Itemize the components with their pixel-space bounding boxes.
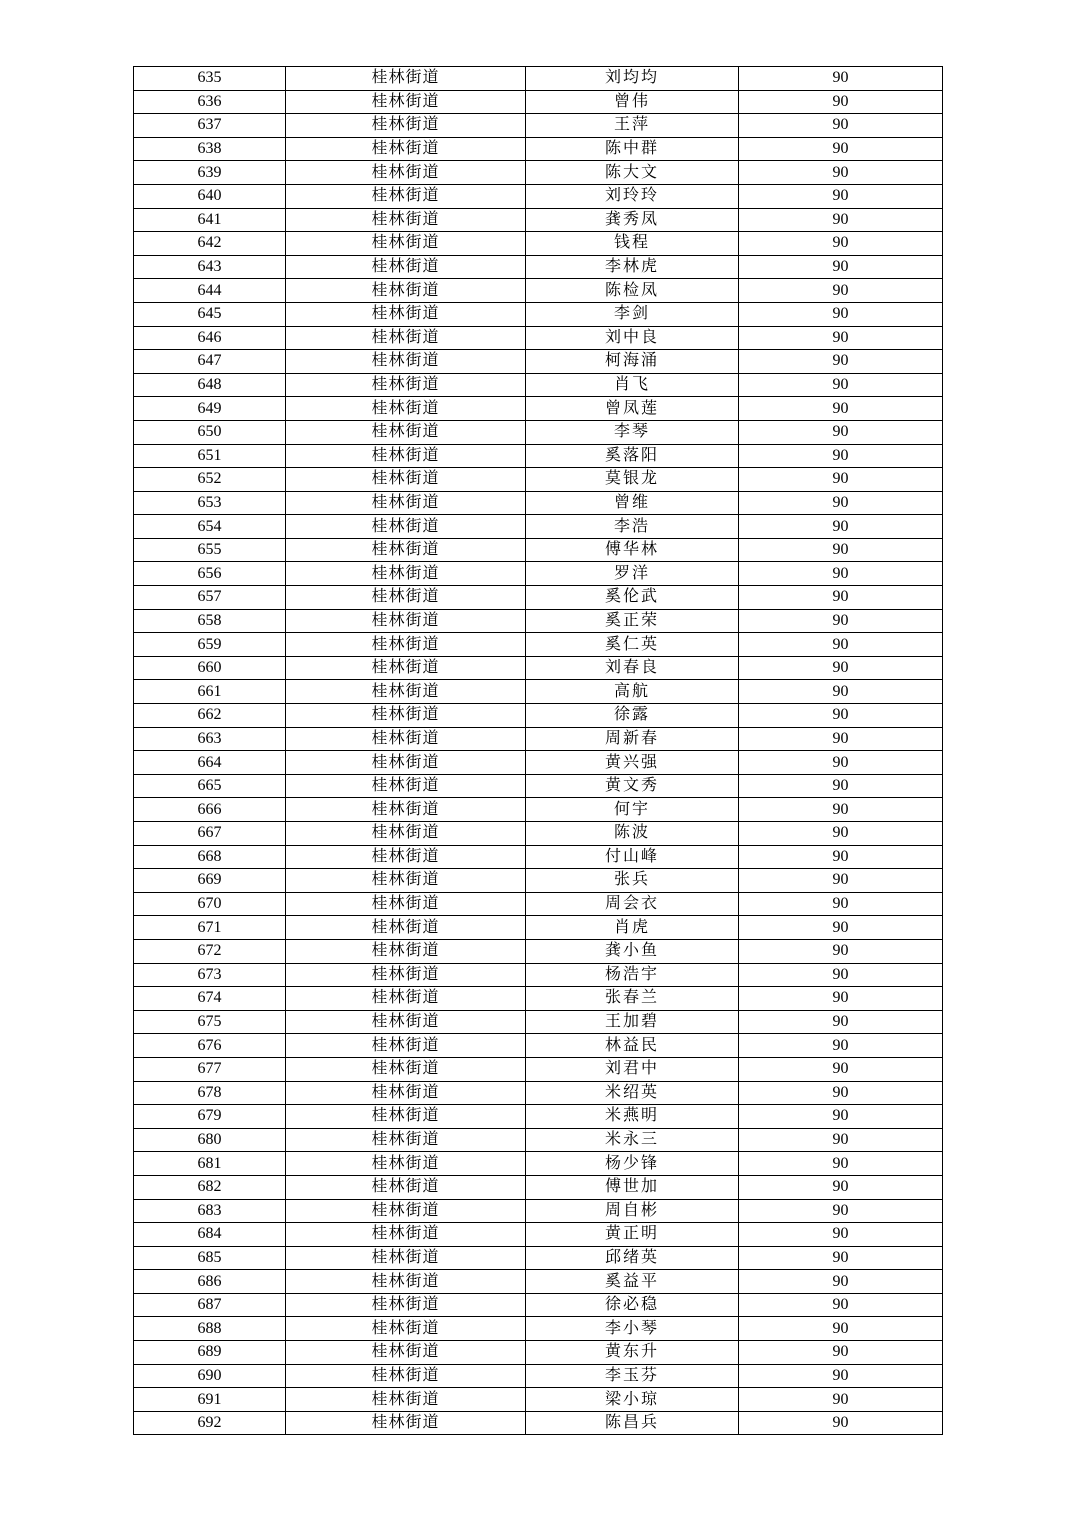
table-row [134,1128,943,1152]
row-number-cell: 680 [134,1128,286,1152]
row-number-cell: 651 [134,444,286,468]
row-number-cell: 658 [134,609,286,633]
score-cell: 90 [739,137,943,161]
table-row [134,255,943,279]
row-number-cell: 664 [134,751,286,775]
score-cell: 90 [739,1128,943,1152]
row-number-cell: 689 [134,1341,286,1365]
score-cell: 90 [739,1317,943,1341]
score-cell: 90 [739,1293,943,1317]
score-cell: 90 [739,491,943,515]
table-row [134,208,943,232]
score-cell: 90 [739,1223,943,1247]
score-cell: 90 [739,444,943,468]
score-cell: 90 [739,161,943,185]
score-cell: 90 [739,373,943,397]
person-name-cell: 李浩 [526,515,739,539]
table-row [134,1175,943,1199]
street-cell: 桂林街道 [286,751,526,775]
row-number-cell: 674 [134,987,286,1011]
table-row [134,232,943,256]
person-name-cell: 肖飞 [526,373,739,397]
person-name-cell: 米燕明 [526,1105,739,1129]
row-number-cell: 686 [134,1270,286,1294]
person-name-cell: 李琴 [526,420,739,444]
street-cell: 桂林街道 [286,1010,526,1034]
score-cell: 90 [739,279,943,303]
row-number-cell: 654 [134,515,286,539]
table-row [134,279,943,303]
street-cell: 桂林街道 [286,1034,526,1058]
street-cell: 桂林街道 [286,326,526,350]
score-cell: 90 [739,515,943,539]
score-cell: 90 [739,1152,943,1176]
score-cell: 90 [739,1341,943,1365]
street-cell: 桂林街道 [286,90,526,114]
street-cell: 桂林街道 [286,1341,526,1365]
street-cell: 桂林街道 [286,704,526,728]
street-cell: 桂林街道 [286,939,526,963]
person-name-cell: 陈检凤 [526,279,739,303]
street-cell: 桂林街道 [286,397,526,421]
row-number-cell: 666 [134,798,286,822]
row-number-cell: 692 [134,1411,286,1435]
row-number-cell: 670 [134,892,286,916]
person-name-cell: 刘均均 [526,67,739,91]
row-number-cell: 653 [134,491,286,515]
person-name-cell: 杨少锋 [526,1152,739,1176]
row-number-cell: 669 [134,869,286,893]
score-cell: 90 [739,208,943,232]
street-cell: 桂林街道 [286,1223,526,1247]
person-name-cell: 傅世加 [526,1175,739,1199]
person-name-cell: 黄文秀 [526,774,739,798]
street-cell: 桂林街道 [286,67,526,91]
person-name-cell: 李小琴 [526,1317,739,1341]
score-cell: 90 [739,1175,943,1199]
roster-table-body [134,67,943,1435]
street-cell: 桂林街道 [286,1270,526,1294]
person-name-cell: 刘玲玲 [526,184,739,208]
person-name-cell: 李玉芬 [526,1364,739,1388]
person-name-cell: 龚秀凤 [526,208,739,232]
table-row [134,397,943,421]
score-cell: 90 [739,1270,943,1294]
person-name-cell: 刘春良 [526,656,739,680]
street-cell: 桂林街道 [286,279,526,303]
row-number-cell: 652 [134,468,286,492]
row-number-cell: 659 [134,633,286,657]
score-cell: 90 [739,704,943,728]
table-row [134,444,943,468]
table-row [134,137,943,161]
score-cell: 90 [739,1199,943,1223]
score-cell: 90 [739,963,943,987]
row-number-cell: 675 [134,1010,286,1034]
table-row [134,987,943,1011]
person-name-cell: 张兵 [526,869,739,893]
score-cell: 90 [739,326,943,350]
row-number-cell: 672 [134,939,286,963]
person-name-cell: 罗洋 [526,562,739,586]
row-number-cell: 656 [134,562,286,586]
row-number-cell: 671 [134,916,286,940]
row-number-cell: 639 [134,161,286,185]
table-row [134,916,943,940]
person-name-cell: 奚益平 [526,1270,739,1294]
score-cell: 90 [739,1057,943,1081]
table-row [134,420,943,444]
score-cell: 90 [739,67,943,91]
row-number-cell: 687 [134,1293,286,1317]
row-number-cell: 690 [134,1364,286,1388]
roster-table [133,66,943,1435]
table-row [134,680,943,704]
row-number-cell: 682 [134,1175,286,1199]
score-cell: 90 [739,1105,943,1129]
table-row [134,1270,943,1294]
street-cell: 桂林街道 [286,444,526,468]
row-number-cell: 644 [134,279,286,303]
table-row [134,161,943,185]
row-number-cell: 660 [134,656,286,680]
person-name-cell: 邱绪英 [526,1246,739,1270]
score-cell: 90 [739,350,943,374]
street-cell: 桂林街道 [286,656,526,680]
person-name-cell: 曾伟 [526,90,739,114]
score-cell: 90 [739,420,943,444]
person-name-cell: 梁小琼 [526,1388,739,1412]
score-cell: 90 [739,633,943,657]
score-cell: 90 [739,869,943,893]
row-number-cell: 638 [134,137,286,161]
street-cell: 桂林街道 [286,208,526,232]
person-name-cell: 李林虎 [526,255,739,279]
table-row [134,1223,943,1247]
person-name-cell: 钱程 [526,232,739,256]
score-cell: 90 [739,302,943,326]
person-name-cell: 肖虎 [526,916,739,940]
row-number-cell: 685 [134,1246,286,1270]
person-name-cell: 何宇 [526,798,739,822]
table-row [134,491,943,515]
person-name-cell: 林益民 [526,1034,739,1058]
table-row [134,845,943,869]
row-number-cell: 637 [134,114,286,138]
row-number-cell: 678 [134,1081,286,1105]
score-cell: 90 [739,1388,943,1412]
person-name-cell: 奚仁英 [526,633,739,657]
row-number-cell: 646 [134,326,286,350]
table-row [134,727,943,751]
row-number-cell: 648 [134,373,286,397]
street-cell: 桂林街道 [286,774,526,798]
row-number-cell: 645 [134,302,286,326]
row-number-cell: 663 [134,727,286,751]
person-name-cell: 奚落阳 [526,444,739,468]
person-name-cell: 米永三 [526,1128,739,1152]
street-cell: 桂林街道 [286,515,526,539]
street-cell: 桂林街道 [286,538,526,562]
person-name-cell: 曾凤莲 [526,397,739,421]
score-cell: 90 [739,468,943,492]
table-row [134,822,943,846]
person-name-cell: 黄东升 [526,1341,739,1365]
row-number-cell: 668 [134,845,286,869]
street-cell: 桂林街道 [286,892,526,916]
table-row [134,562,943,586]
person-name-cell: 陈大文 [526,161,739,185]
score-cell: 90 [739,751,943,775]
street-cell: 桂林街道 [286,420,526,444]
row-number-cell: 635 [134,67,286,91]
person-name-cell: 李剑 [526,302,739,326]
row-number-cell: 681 [134,1152,286,1176]
row-number-cell: 679 [134,1105,286,1129]
street-cell: 桂林街道 [286,1128,526,1152]
score-cell: 90 [739,1246,943,1270]
score-cell: 90 [739,774,943,798]
table-row [134,67,943,91]
table-row [134,515,943,539]
person-name-cell: 龚小鱼 [526,939,739,963]
table-row [134,892,943,916]
score-cell: 90 [739,656,943,680]
row-number-cell: 661 [134,680,286,704]
street-cell: 桂林街道 [286,1199,526,1223]
table-row [134,1293,943,1317]
street-cell: 桂林街道 [286,255,526,279]
table-row [134,586,943,610]
person-name-cell: 米绍英 [526,1081,739,1105]
row-number-cell: 683 [134,1199,286,1223]
score-cell: 90 [739,586,943,610]
table-row [134,939,943,963]
table-row [134,1010,943,1034]
score-cell: 90 [739,1081,943,1105]
score-cell: 90 [739,987,943,1011]
street-cell: 桂林街道 [286,1152,526,1176]
score-cell: 90 [739,798,943,822]
table-row [134,656,943,680]
score-cell: 90 [739,680,943,704]
score-cell: 90 [739,939,943,963]
score-cell: 90 [739,397,943,421]
street-cell: 桂林街道 [286,963,526,987]
score-cell: 90 [739,845,943,869]
street-cell: 桂林街道 [286,302,526,326]
street-cell: 桂林街道 [286,1317,526,1341]
street-cell: 桂林街道 [286,1388,526,1412]
person-name-cell: 刘君中 [526,1057,739,1081]
street-cell: 桂林街道 [286,869,526,893]
row-number-cell: 657 [134,586,286,610]
row-number-cell: 647 [134,350,286,374]
person-name-cell: 周自彬 [526,1199,739,1223]
person-name-cell: 黄正明 [526,1223,739,1247]
street-cell: 桂林街道 [286,491,526,515]
table-row [134,302,943,326]
street-cell: 桂林街道 [286,1175,526,1199]
person-name-cell: 傅华林 [526,538,739,562]
table-row [134,869,943,893]
street-cell: 桂林街道 [286,373,526,397]
score-cell: 90 [739,232,943,256]
street-cell: 桂林街道 [286,727,526,751]
street-cell: 桂林街道 [286,1411,526,1435]
person-name-cell: 周新春 [526,727,739,751]
table-row [134,373,943,397]
table-row [134,1034,943,1058]
street-cell: 桂林街道 [286,1293,526,1317]
row-number-cell: 673 [134,963,286,987]
table-row [134,1152,943,1176]
street-cell: 桂林街道 [286,232,526,256]
table-row [134,326,943,350]
street-cell: 桂林街道 [286,609,526,633]
row-number-cell: 688 [134,1317,286,1341]
person-name-cell: 王萍 [526,114,739,138]
table-row [134,798,943,822]
person-name-cell: 陈波 [526,822,739,846]
street-cell: 桂林街道 [286,633,526,657]
row-number-cell: 655 [134,538,286,562]
street-cell: 桂林街道 [286,987,526,1011]
street-cell: 桂林街道 [286,822,526,846]
street-cell: 桂林街道 [286,350,526,374]
street-cell: 桂林街道 [286,1246,526,1270]
street-cell: 桂林街道 [286,1081,526,1105]
street-cell: 桂林街道 [286,562,526,586]
row-number-cell: 691 [134,1388,286,1412]
table-row [134,1364,943,1388]
row-number-cell: 640 [134,184,286,208]
person-name-cell: 黄兴强 [526,751,739,775]
table-row [134,774,943,798]
street-cell: 桂林街道 [286,468,526,492]
street-cell: 桂林街道 [286,916,526,940]
table-row [134,633,943,657]
person-name-cell: 柯海涌 [526,350,739,374]
row-number-cell: 642 [134,232,286,256]
score-cell: 90 [739,538,943,562]
score-cell: 90 [739,255,943,279]
person-name-cell: 陈昌兵 [526,1411,739,1435]
score-cell: 90 [739,562,943,586]
person-name-cell: 张春兰 [526,987,739,1011]
table-row [134,1246,943,1270]
street-cell: 桂林街道 [286,161,526,185]
score-cell: 90 [739,184,943,208]
person-name-cell: 高航 [526,680,739,704]
street-cell: 桂林街道 [286,114,526,138]
score-cell: 90 [739,822,943,846]
table-row [134,468,943,492]
row-number-cell: 667 [134,822,286,846]
table-row [134,1199,943,1223]
row-number-cell: 643 [134,255,286,279]
table-row [134,1057,943,1081]
row-number-cell: 665 [134,774,286,798]
row-number-cell: 636 [134,90,286,114]
person-name-cell: 徐必稳 [526,1293,739,1317]
row-number-cell: 650 [134,420,286,444]
person-name-cell: 徐露 [526,704,739,728]
score-cell: 90 [739,1034,943,1058]
table-row [134,704,943,728]
score-cell: 90 [739,727,943,751]
person-name-cell: 付山峰 [526,845,739,869]
table-row [134,963,943,987]
person-name-cell: 曾维 [526,491,739,515]
street-cell: 桂林街道 [286,680,526,704]
table-row [134,114,943,138]
table-row [134,1388,943,1412]
score-cell: 90 [739,1411,943,1435]
score-cell: 90 [739,114,943,138]
row-number-cell: 676 [134,1034,286,1058]
table-row [134,1411,943,1435]
row-number-cell: 649 [134,397,286,421]
person-name-cell: 奚正荣 [526,609,739,633]
table-row [134,538,943,562]
person-name-cell: 莫银龙 [526,468,739,492]
person-name-cell: 杨浩宇 [526,963,739,987]
person-name-cell: 王加碧 [526,1010,739,1034]
score-cell: 90 [739,1364,943,1388]
row-number-cell: 662 [134,704,286,728]
street-cell: 桂林街道 [286,1105,526,1129]
score-cell: 90 [739,90,943,114]
score-cell: 90 [739,892,943,916]
street-cell: 桂林街道 [286,798,526,822]
table-row [134,1105,943,1129]
table-row [134,1317,943,1341]
street-cell: 桂林街道 [286,1364,526,1388]
street-cell: 桂林街道 [286,845,526,869]
table-row [134,90,943,114]
table-row [134,1341,943,1365]
table-row [134,609,943,633]
score-cell: 90 [739,916,943,940]
table-row [134,1081,943,1105]
person-name-cell: 奚伦武 [526,586,739,610]
row-number-cell: 684 [134,1223,286,1247]
person-name-cell: 周会衣 [526,892,739,916]
person-name-cell: 陈中群 [526,137,739,161]
row-number-cell: 677 [134,1057,286,1081]
street-cell: 桂林街道 [286,184,526,208]
table-row [134,350,943,374]
row-number-cell: 641 [134,208,286,232]
street-cell: 桂林街道 [286,586,526,610]
table-row [134,184,943,208]
score-cell: 90 [739,609,943,633]
street-cell: 桂林街道 [286,137,526,161]
score-cell: 90 [739,1010,943,1034]
person-name-cell: 刘中良 [526,326,739,350]
street-cell: 桂林街道 [286,1057,526,1081]
table-row [134,751,943,775]
